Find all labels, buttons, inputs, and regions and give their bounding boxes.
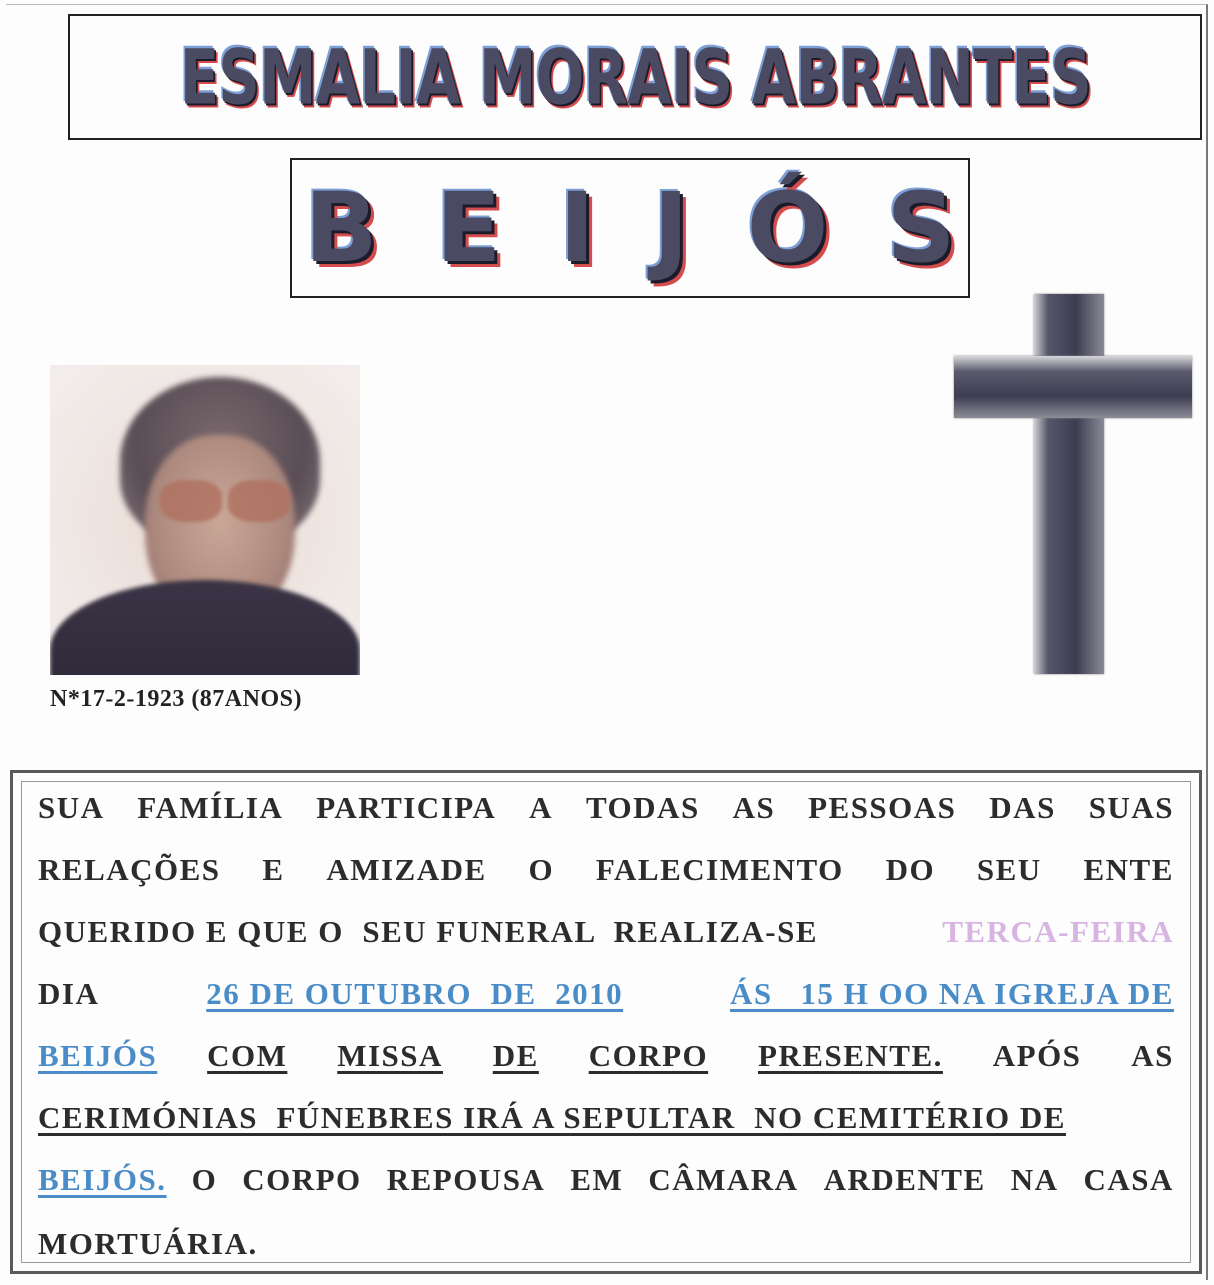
- ceremony-text: CERIMÓNIAS FÚNEBRES IRÁ A SEPULTAR NO CEMITÉRIO DE: [38, 1100, 1066, 1135]
- funeral-date: 26 DE OUTUBRO DE 2010: [206, 976, 624, 1011]
- notice-line-8: [38, 1226, 1174, 1262]
- portrait-photo: [50, 365, 360, 675]
- word: CASA: [1083, 1162, 1174, 1197]
- word: SUAS: [1088, 790, 1174, 825]
- word: A: [529, 790, 554, 825]
- word: FALECIMENTO: [595, 852, 844, 887]
- word: E: [262, 852, 285, 887]
- notice-line-5: [38, 1038, 1174, 1074]
- word: O: [528, 852, 555, 887]
- word: MORTUÁRIA.: [38, 1226, 258, 1261]
- word: TODAS: [585, 790, 700, 825]
- word: ENTE: [1083, 852, 1174, 887]
- word: CORPO: [588, 1038, 709, 1073]
- word: DIA: [38, 976, 100, 1011]
- word: AMIZADE: [326, 852, 487, 887]
- photo-glasses-right: [228, 480, 290, 522]
- birth-caption: N*17-2-1923 (87ANOS): [50, 686, 302, 712]
- village-name: BEIJÓS: [304, 172, 1014, 284]
- cross-icon-horizontal: [954, 356, 1192, 418]
- word: DE: [492, 1038, 539, 1073]
- word: COM: [207, 1038, 288, 1073]
- word: CÂMARA: [648, 1162, 799, 1197]
- notice-line-1: [38, 790, 1174, 826]
- word: RELAÇÕES: [38, 852, 221, 887]
- cross-icon-vertical: [1034, 294, 1104, 674]
- village-link: BEIJÓS: [38, 1038, 158, 1073]
- word: ARDENTE: [823, 1162, 986, 1197]
- word: DAS: [989, 790, 1056, 825]
- word: PARTICIPA: [316, 790, 497, 825]
- photo-glasses-left: [160, 480, 222, 522]
- word: SUA: [38, 790, 105, 825]
- notice-line-6: [38, 1100, 1174, 1136]
- word: FAMÍLIA: [137, 790, 284, 825]
- notice-line-4: [38, 976, 1174, 1012]
- word: O: [191, 1162, 218, 1197]
- word: REPOUSA: [386, 1162, 546, 1197]
- name-banner: [68, 14, 1202, 140]
- word: PESSOAS: [808, 790, 957, 825]
- word: EM: [570, 1162, 624, 1197]
- funeral-text: QUERIDO E QUE O SEU FUNERAL REALIZA-SE: [38, 914, 819, 949]
- word: PRESENTE.: [757, 1038, 943, 1073]
- notice-box: [10, 770, 1202, 1274]
- photo-shoulders: [50, 580, 360, 675]
- notice-line-7: [38, 1162, 1174, 1198]
- word: CORPO: [242, 1162, 362, 1197]
- word: APÓS: [992, 1038, 1082, 1073]
- word: AS: [732, 790, 776, 825]
- word: MISSA: [337, 1038, 443, 1073]
- word: AS: [1131, 1038, 1174, 1073]
- word: NA: [1010, 1162, 1059, 1197]
- notice-line-2: [38, 852, 1174, 888]
- village-link: BEIJÓS.: [38, 1162, 167, 1197]
- word: SEU: [976, 852, 1042, 887]
- notice-line-3: [38, 914, 1174, 950]
- funeral-time-place: ÁS 15 H OO NA IGREJA DE: [729, 976, 1174, 1011]
- funeral-weekday: TERCA-FEIRA: [942, 914, 1174, 949]
- word: DO: [885, 852, 936, 887]
- deceased-name: ESMALIA MORAIS ABRANTES: [179, 32, 1091, 122]
- village-banner: [290, 158, 1014, 298]
